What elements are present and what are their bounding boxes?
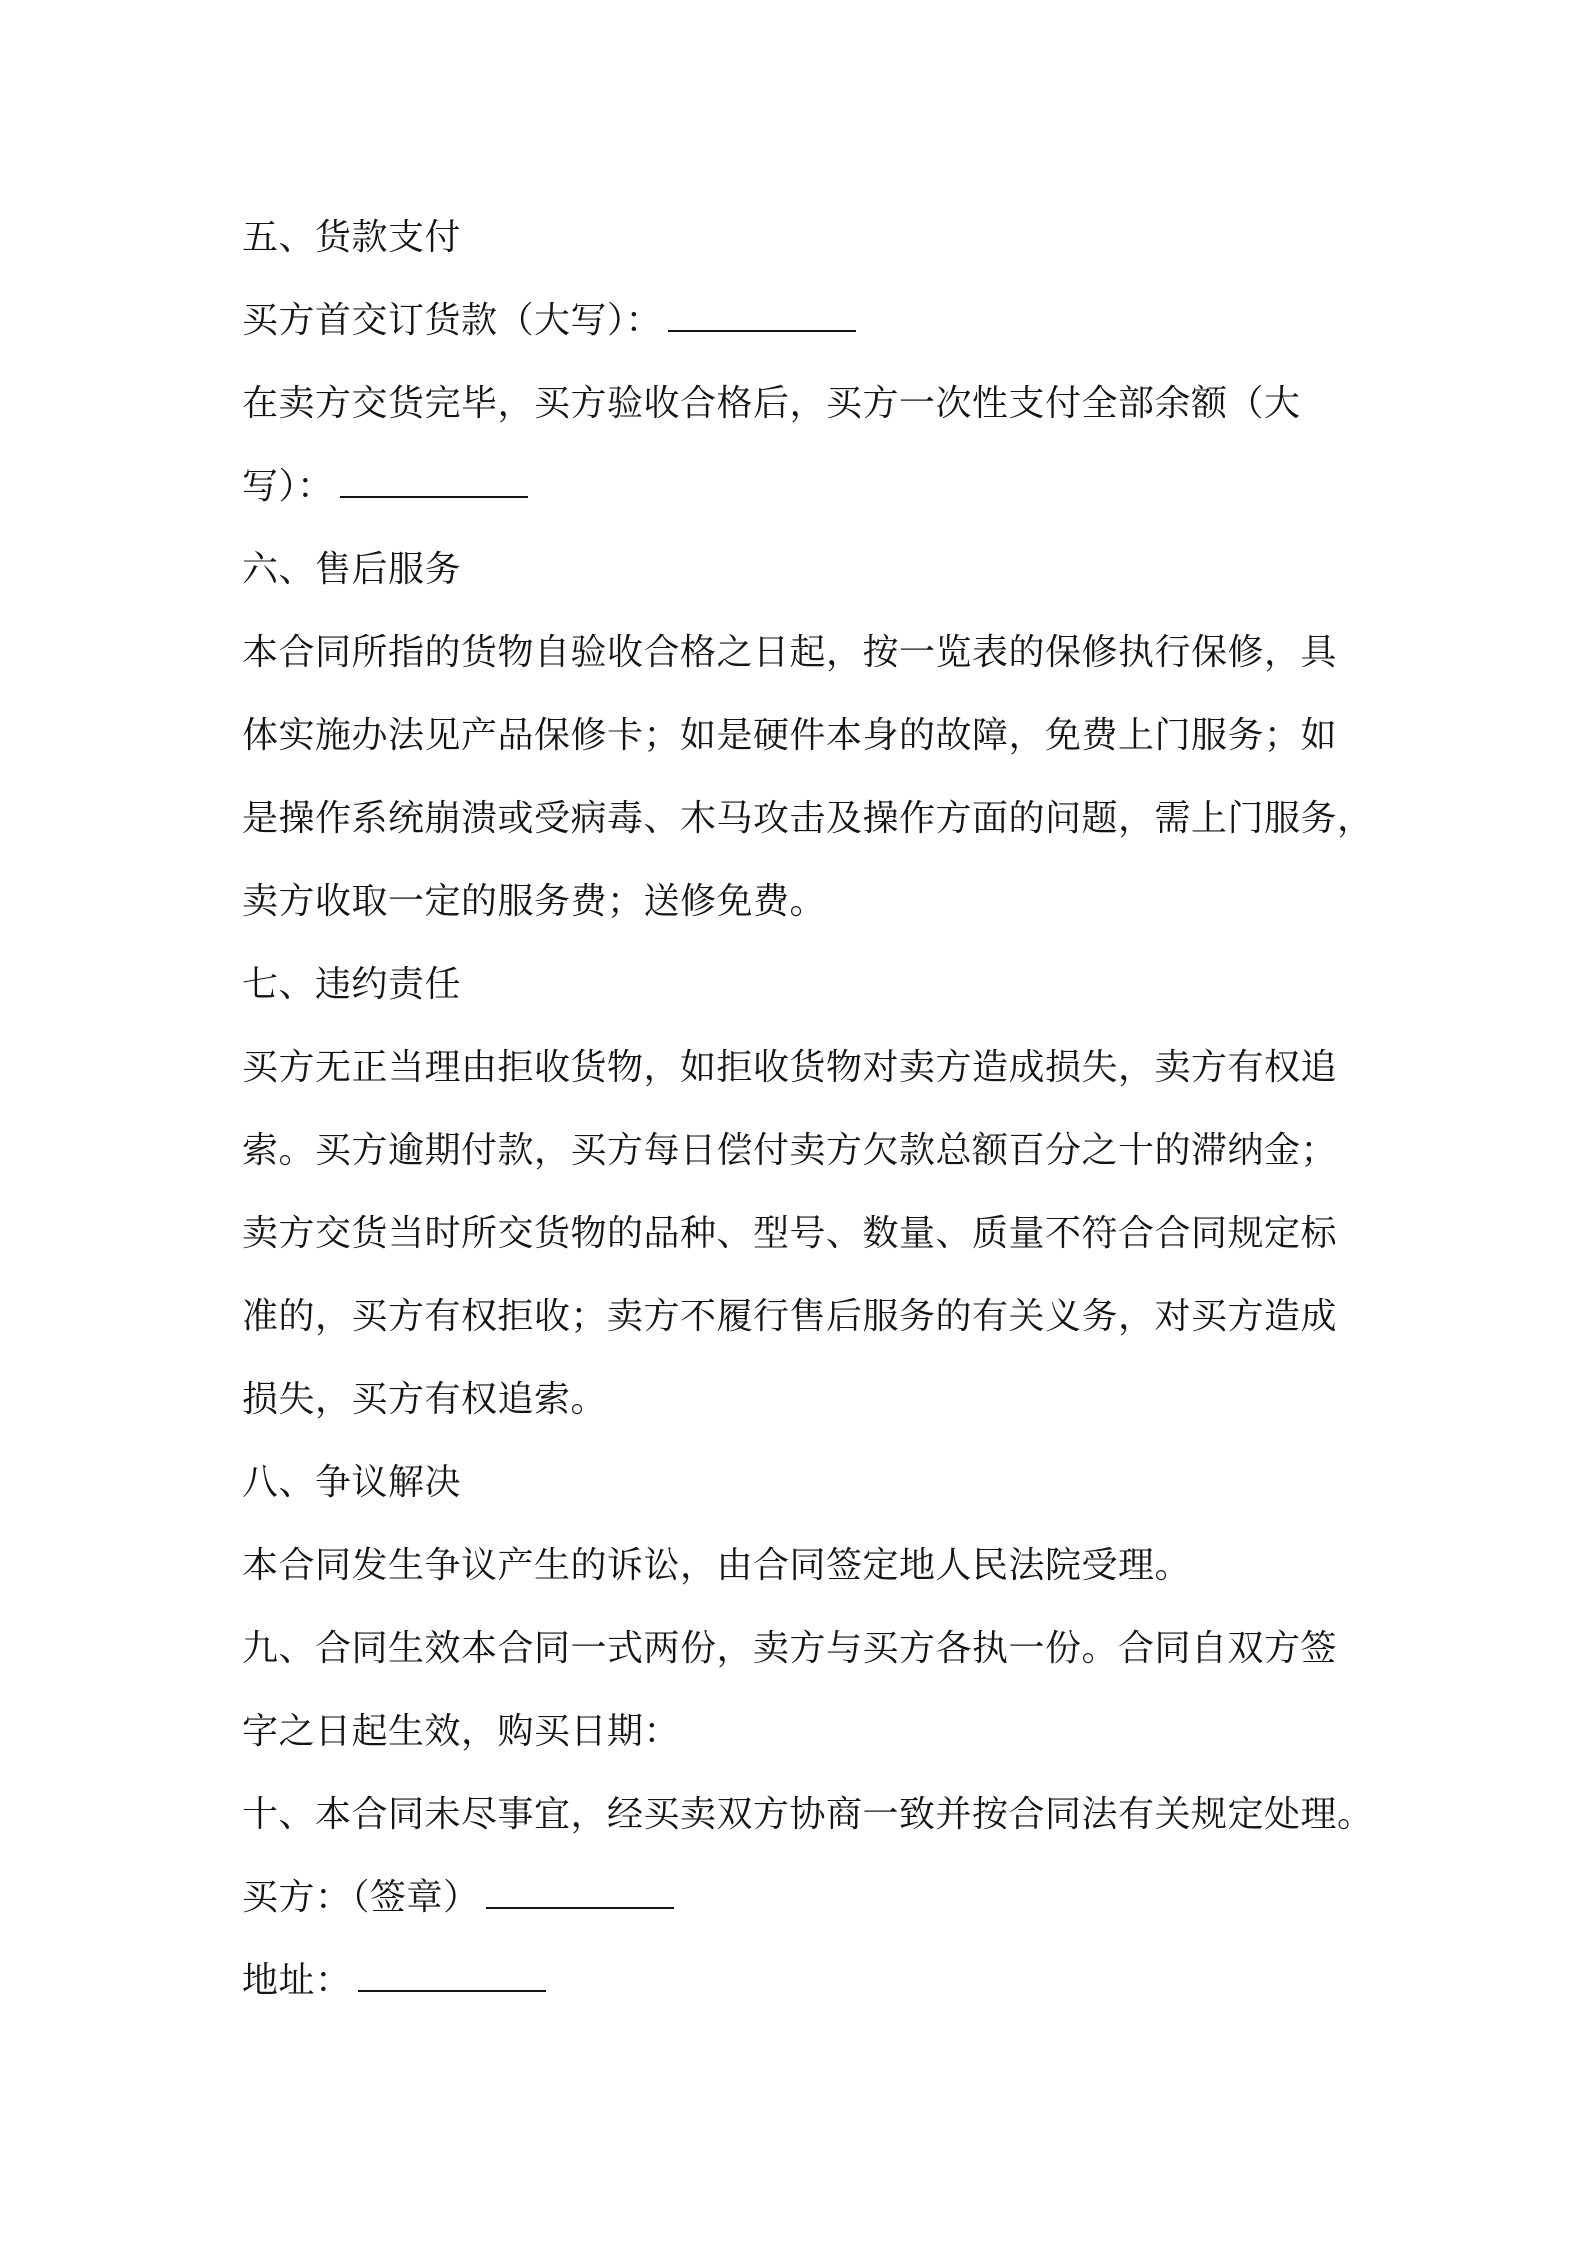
- paragraph-line: 十、本合同未尽事宜，经买卖双方协商一致并按合同法有关规定处理。: [242, 1794, 1374, 1835]
- buyer-signature-line: 买方：（签章）: [242, 1856, 1360, 1939]
- paragraph-line: 索。买方逾期付款，买方每日偿付卖方欠款总额百分之十的滞纳金；: [242, 1130, 1338, 1171]
- paragraph-line: 在卖方交货完毕，买方验收合格后，买方一次性支付全部余额（大: [242, 383, 1301, 424]
- paragraph-line: 卖方收取一定的服务费；送修免费。: [242, 881, 827, 922]
- address-line: 地址：: [242, 1939, 1360, 2022]
- paragraph-line: 九、合同生效本合同一式两份，卖方与买方各执一份。合同自双方签: [242, 1628, 1338, 1669]
- paragraph-line: 本合同所指的货物自验收合格之日起，按一览表的保修执行保修，具: [242, 632, 1338, 673]
- paragraph-line: 体实施办法见产品保修卡；如是硬件本身的故障，免费上门服务；如: [242, 715, 1338, 756]
- paragraph-line: 字之日起生效，购买日期：: [242, 1711, 681, 1752]
- buyer-signature-blank: [486, 1877, 674, 1909]
- paragraph-line: 买方无正当理由拒收货物，如拒收货物对卖方造成损失，卖方有权追: [242, 1047, 1338, 1088]
- deposit-line: 买方首交订货款（大写）：: [242, 279, 1360, 362]
- section-heading-liability: 七、违约责任: [242, 964, 462, 1005]
- address-blank: [358, 1960, 546, 1992]
- paragraph-line: 准的，买方有权拒收；卖方不履行售后服务的有关义务，对买方造成: [242, 1296, 1338, 1337]
- balance-line: 写）：: [242, 445, 1360, 528]
- paragraph-line: 本合同发生争议产生的诉讼，由合同签定地人民法院受理。: [242, 1545, 1192, 1586]
- paragraph-line: 损失，买方有权追索。: [242, 1379, 608, 1420]
- balance-blank: [340, 466, 528, 498]
- section-heading-after-sales: 六、售后服务: [242, 549, 462, 590]
- section-heading-dispute: 八、争议解决: [242, 1462, 462, 1503]
- paragraph-line: 卖方交货当时所交货物的品种、型号、数量、质量不符合合同规定标: [242, 1213, 1338, 1254]
- deposit-blank: [668, 300, 856, 332]
- paragraph-line: 是操作系统崩溃或受病毒、木马攻击及操作方面的问题，需上门服务，: [242, 798, 1374, 839]
- section-heading-payment: 五、货款支付: [242, 217, 462, 258]
- document-body: [242, 196, 1374, 2022]
